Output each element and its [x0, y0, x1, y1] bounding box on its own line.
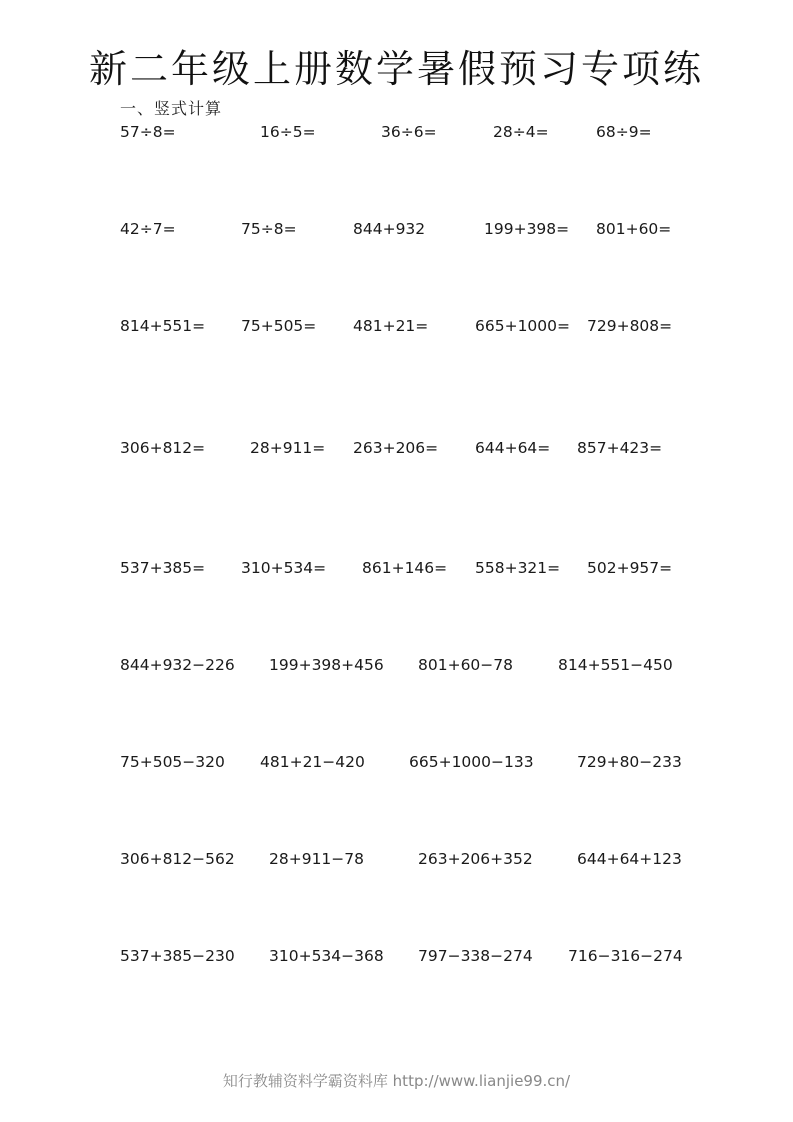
problem: 263+206+352	[418, 850, 533, 868]
problem: 665+1000=	[475, 317, 571, 335]
problem-row-1	[0, 123, 793, 145]
problem: 75+505−320	[120, 753, 225, 771]
page-title: 新二年级上册数学暑假预习专项练	[88, 47, 704, 91]
problem: 665+1000−133	[409, 753, 534, 771]
problem-row-8	[0, 850, 793, 872]
problem: 481+21=	[353, 317, 429, 335]
problem: 263+206=	[353, 439, 439, 457]
problem-row-6	[0, 656, 793, 678]
problem: 75+505=	[241, 317, 317, 335]
problem: 729+80−233	[577, 753, 682, 771]
problem-row-9	[0, 947, 793, 969]
problem: 42÷7=	[120, 220, 176, 238]
problem: 861+146=	[362, 559, 448, 577]
problem: 716−316−274	[568, 947, 683, 965]
footer-watermark: 知行教辅资料学霸资料库 http://www.lianjie99.cn/	[222, 1072, 571, 1090]
problem: 844+932	[353, 220, 426, 238]
problem: 28+911=	[250, 439, 326, 457]
problem: 310+534−368	[269, 947, 384, 965]
problem: 306+812=	[120, 439, 206, 457]
problem: 644+64+123	[577, 850, 682, 868]
section-heading: 一、竖式计算	[120, 99, 223, 118]
problem: 28+911−78	[269, 850, 365, 868]
problem: 36÷6=	[381, 123, 437, 141]
problem: 814+551=	[120, 317, 206, 335]
problem: 199+398=	[484, 220, 570, 238]
problem: 844+932−226	[120, 656, 235, 674]
problem: 797−338−274	[418, 947, 533, 965]
problem-row-4	[0, 439, 793, 461]
problem: 801+60=	[596, 220, 672, 238]
problem-row-5	[0, 559, 793, 581]
problem: 857+423=	[577, 439, 663, 457]
problem: 801+60−78	[418, 656, 514, 674]
problem: 537+385−230	[120, 947, 235, 965]
problem: 481+21−420	[260, 753, 365, 771]
problem: 199+398+456	[269, 656, 384, 674]
problem: 537+385=	[120, 559, 206, 577]
problem: 16÷5=	[260, 123, 316, 141]
problem-row-2	[0, 220, 793, 242]
problem-row-7	[0, 753, 793, 775]
problem: 68÷9=	[596, 123, 652, 141]
problem: 502+957=	[587, 559, 673, 577]
problem: 558+321=	[475, 559, 561, 577]
problem: 644+64=	[475, 439, 551, 457]
problem: 306+812−562	[120, 850, 235, 868]
problem: 310+534=	[241, 559, 327, 577]
problem-row-3	[0, 317, 793, 339]
problem: 28÷4=	[493, 123, 549, 141]
problem: 729+808=	[587, 317, 673, 335]
problem: 814+551−450	[558, 656, 673, 674]
problem: 75÷8=	[241, 220, 297, 238]
problem: 57÷8=	[120, 123, 176, 141]
